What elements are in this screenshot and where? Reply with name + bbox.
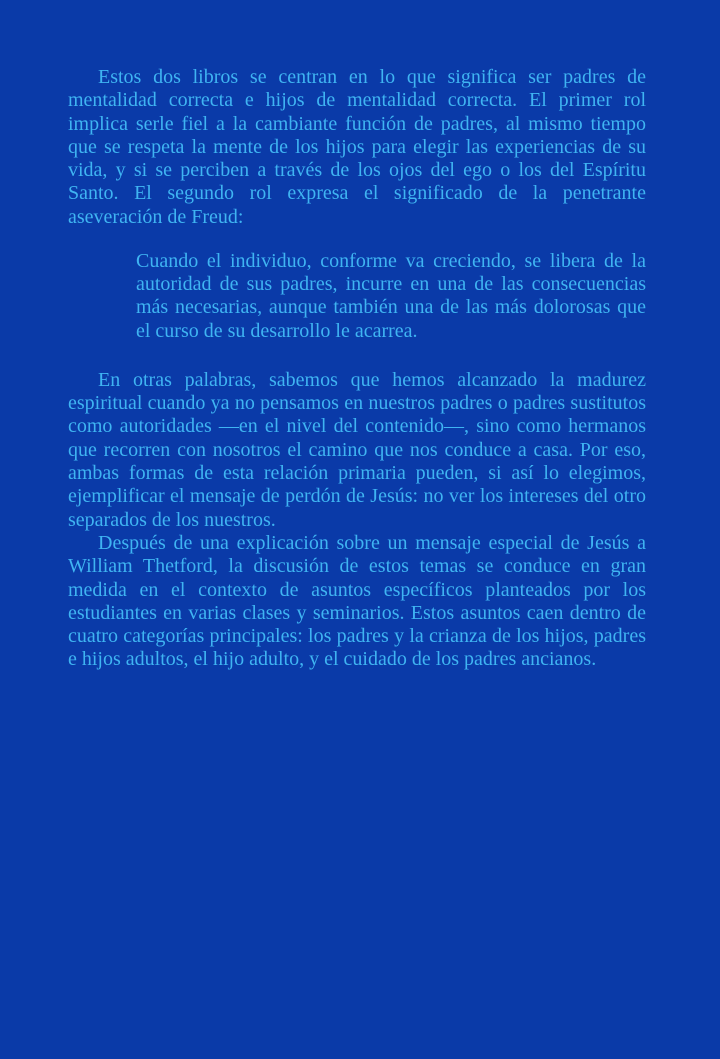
paragraph-intro: Estos dos libros se centran en lo que significa ser padres de mentalidad correcta e hijos de mentalidad correcta. El primer rol implica serle fiel a la cambiante función de padres, al mismo tiempo que se respeta la mente de los hijos para elegir las experiencias de su vida, y si se perciben a través de los ojos del ego o los del Espíritu Santo. El segundo rol expresa el significado de la penetrante aseveración de Freud:: [68, 66, 646, 228]
paragraph-topics: Después de una explicación sobre un mensaje especial de Jesús a William Thetford, la discusión de estos temas se conduce en gran medida en el contexto de asuntos específicos planteados por los estudiantes en varias clases y seminarios. Estos asuntos caen dentro de cuatro categorías principales: los padres y la crianza de los hijos, padres e hijos adultos, el hijo adulto, y el cuidado de los padres ancianos.: [68, 531, 646, 671]
paragraph-spiritual-maturity: En otras palabras, sabemos que hemos alcanzado la madurez espiritual cuando ya no pensamos en nuestros padres o padres sustitutos como autoridades —en el nivel del contenido—, sino como hermanos que recorren con nosotros el camino que nos conduce a casa. Por eso, ambas formas de esta relación primaria pueden, si así lo elegimos, ejemplificar el mensaje de perdón de Jesús: no ver los intereses del otro separados de los nuestros.: [68, 368, 646, 531]
block-quote-freud: Cuando el individuo, conforme va creciendo, se libera de la autoridad de sus padres, incurre en una de las consecuencias más necesarias, aunque también una de las más dolorosas que el curso de su desarrollo le acarrea.: [136, 250, 646, 342]
document-body: [68, 66, 646, 672]
